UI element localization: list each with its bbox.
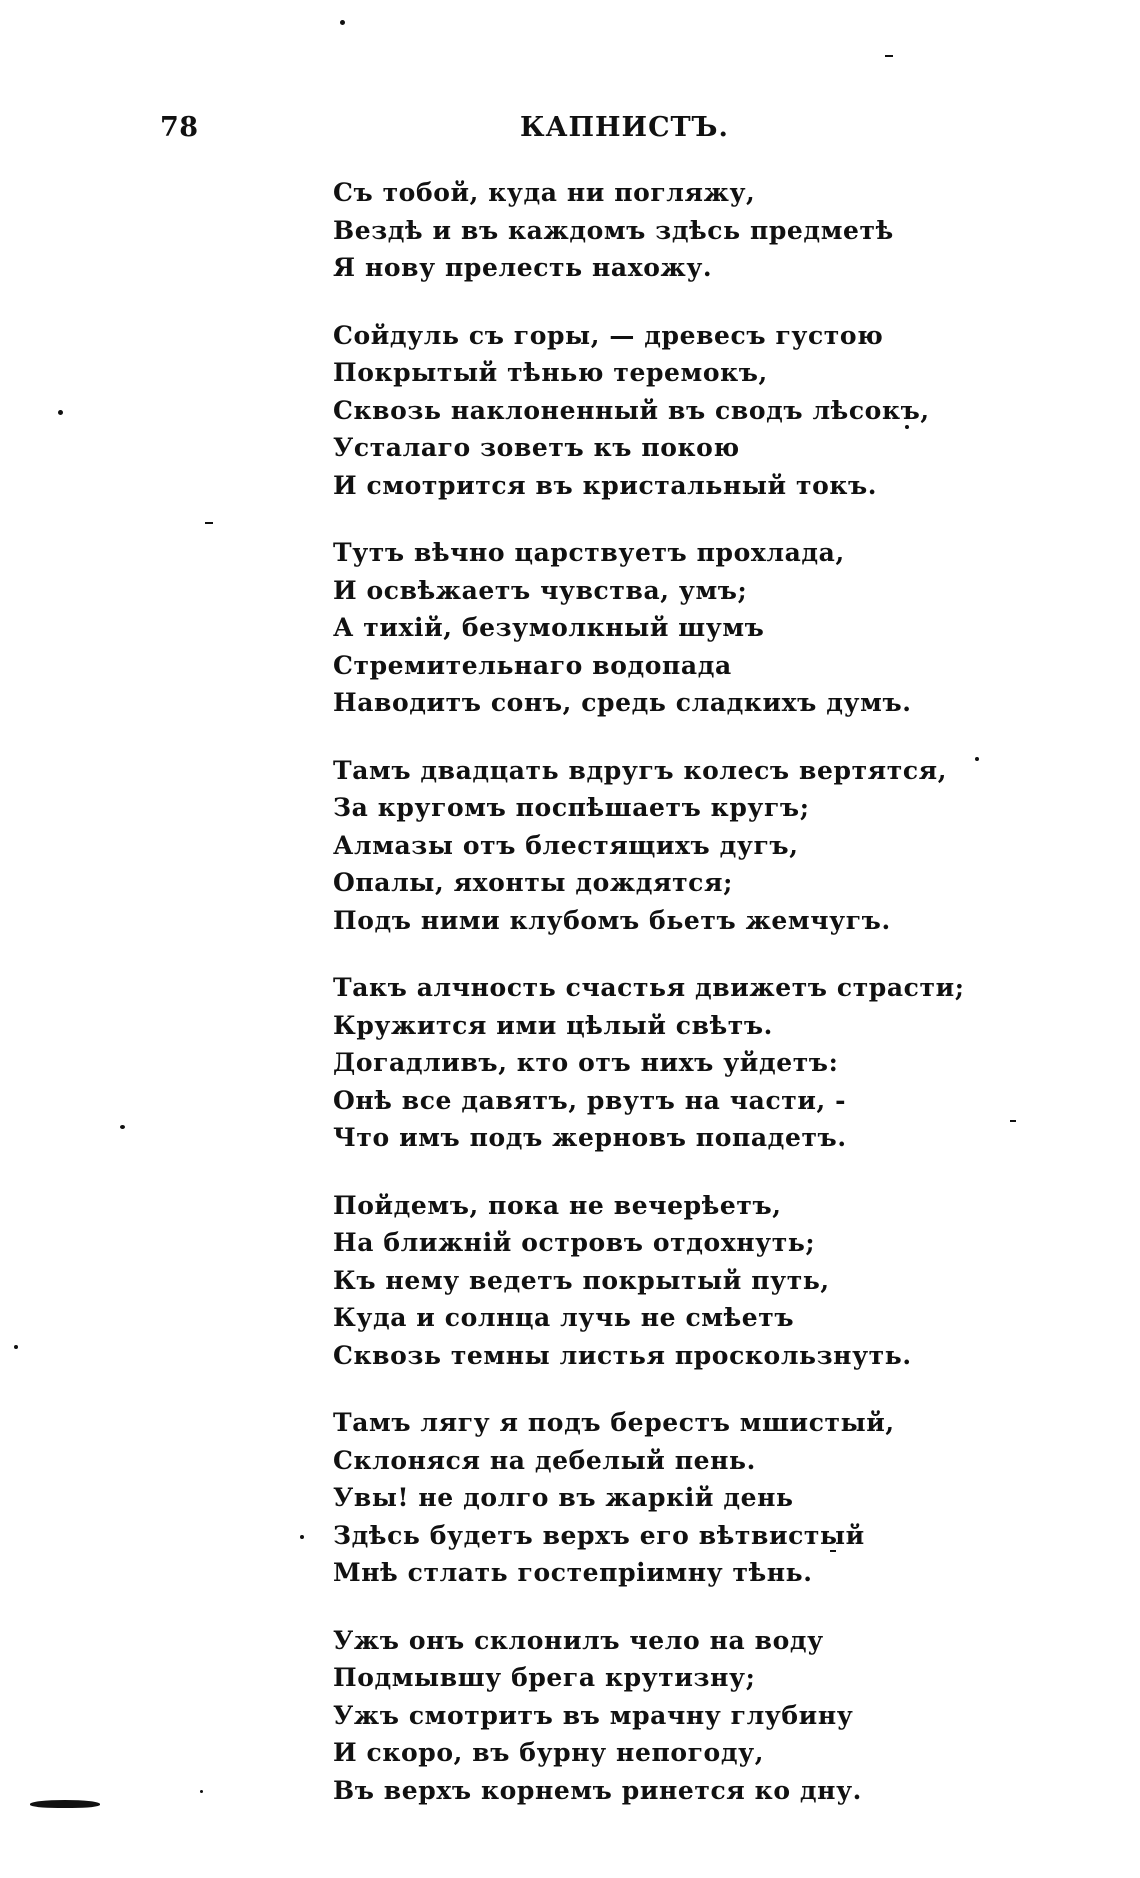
verse-line: На ближній островъ отдохнуть; (333, 1228, 816, 1257)
verse-line: Сквозь темны листья проскользнуть. (333, 1340, 912, 1370)
stanza-3 (333, 534, 1093, 722)
verse-line: Что имъ подъ жерновъ попадетъ. (333, 1123, 847, 1152)
stanza-1 (333, 174, 1093, 287)
verse-line: Опалы, яхонты дождятся; (333, 868, 733, 897)
ink-blot (30, 1800, 100, 1808)
verse-line: И смотрится въ кристальный токъ. (333, 470, 878, 500)
stanza-7 (333, 1404, 1093, 1592)
scan-speck (975, 757, 979, 761)
verse-line: Пойдемъ, пока не вечерѣетъ, (333, 1190, 782, 1220)
verse-line: Съ тобой, куда ни погляжу, (333, 178, 756, 207)
verse-line: И освѣжаетъ чувства, умъ; (333, 575, 748, 605)
verse-line: Онѣ все давятъ, рвутъ на части, - (333, 1085, 847, 1115)
verse-line: Сквозь наклоненный въ сводъ лѣсокъ, (333, 395, 930, 425)
stanza-2 (333, 317, 1093, 505)
scan-speck (340, 20, 345, 25)
verse-line: Догадливъ, кто отъ нихъ уйдетъ: (333, 1048, 839, 1077)
stanza-4 (333, 752, 1093, 940)
verse-line: Тутъ вѣчно царствуетъ прохлада, (333, 538, 845, 567)
running-head: КАПНИСТЪ. (520, 112, 729, 143)
scan-speck (905, 425, 909, 429)
verse-line: Мнѣ стлать гостепріимну тѣнь. (333, 1558, 813, 1587)
verse-line: За кругомъ поспѣшаетъ кругъ; (333, 793, 810, 822)
verse-line: Куда и солнца лучь не смѣетъ (333, 1303, 795, 1332)
scan-mark (885, 55, 893, 57)
verse-line: Наводитъ сонъ, средь сладкихъ думъ. (333, 688, 912, 717)
verse-line: Такъ алчность счастья движетъ страсти; (333, 973, 965, 1002)
verse-line: Подъ ними клубомъ бьетъ жемчугъ. (333, 905, 891, 935)
scan-speck (200, 1790, 203, 1793)
poem (333, 174, 1093, 1839)
verse-line: Подмывшу брега крутизну; (333, 1663, 756, 1692)
verse-line: Кружится ими цѣлый свѣтъ. (333, 1010, 773, 1040)
verse-line: А тихій, безумолкный шумъ (333, 613, 765, 642)
scan-speck (14, 1345, 18, 1349)
verse-line: Сойдуль съ горы, — древесъ густою (333, 320, 884, 350)
stanza-5 (333, 969, 1093, 1157)
verse-line: Тамъ двадцать вдругъ колесъ вертятся, (333, 755, 948, 785)
verse-line: Склоняся на дебелый пень. (333, 1445, 756, 1475)
verse-line: Ужъ онъ склонилъ чело на воду (333, 1625, 824, 1655)
scan-mark (830, 1550, 836, 1552)
verse-line: Ужъ смотритъ въ мрачну глубину (333, 1700, 854, 1730)
scan-speck (58, 410, 63, 415)
verse-line: Стремительнаго водопада (333, 650, 732, 680)
stanza-8 (333, 1622, 1093, 1810)
verse-line: Увы! не долго въ жаркій день (333, 1483, 794, 1512)
verse-line: И скоро, въ бурну непогоду, (333, 1738, 764, 1767)
verse-line: Въ верхъ корнемъ ринется ко дну. (333, 1775, 862, 1805)
verse-line: Здѣсь будетъ верхъ его вѣтвистый (333, 1520, 865, 1550)
stanza-6 (333, 1187, 1093, 1375)
scan-mark (205, 522, 213, 524)
verse-line: Покрытый тѣнью теремокъ, (333, 358, 768, 387)
verse-line: Тамъ лягу я подъ берестъ мшистый, (333, 1408, 895, 1437)
verse-line: Къ нему ведетъ покрытый путь, (333, 1265, 830, 1295)
verse-line: Вездѣ и въ каждомъ здѣсь предметѣ (333, 215, 894, 245)
verse-line: Алмазы отъ блестящихъ дугъ, (333, 830, 799, 860)
verse-line: Усталаго зоветъ къ покою (333, 433, 740, 462)
verse-line: Я нову прелесть нахожу. (333, 253, 713, 282)
scan-speck (300, 1535, 304, 1539)
page-number: 78 (160, 112, 199, 143)
scan-speck (120, 1125, 125, 1129)
scan-mark (1010, 1120, 1016, 1122)
